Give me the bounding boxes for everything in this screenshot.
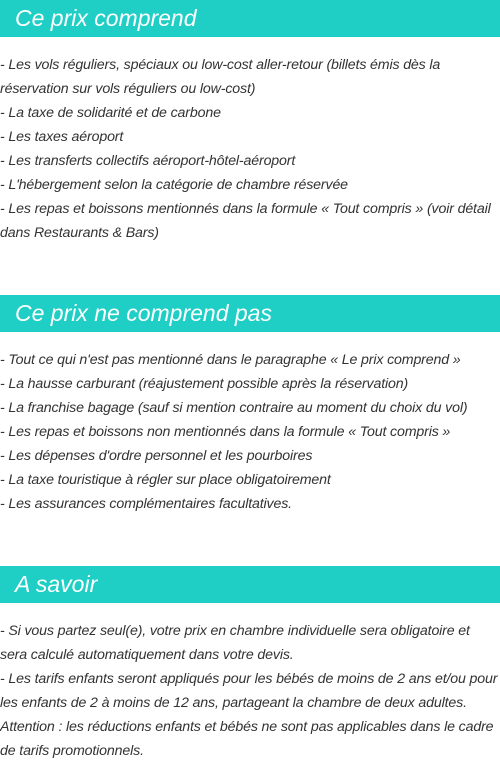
section-header <box>0 0 500 37</box>
section-header <box>0 295 500 332</box>
section-price-excludes <box>0 295 500 516</box>
section-body <box>0 348 500 516</box>
list-item: - Les transferts collectifs aéroport-hôtel-aéroport <box>0 153 296 169</box>
section-title: Ce prix comprend <box>15 5 197 31</box>
section-good-to-know <box>0 566 500 763</box>
list-item: - Si vous partez seul(e), votre prix en chambre individuelle sera obligatoire et sera calculé automatiquement dans votre devis. <box>0 623 470 663</box>
list-item: Attention : les réductions enfants et bébés ne sont pas applicables dans le cadre de tarifs promotionnels. <box>0 719 494 759</box>
section-title: Ce prix ne comprend pas <box>15 300 272 326</box>
list-item: - Les repas et boissons non mentionnés dans la formule « Tout compris » <box>0 424 451 440</box>
list-item: - Les tarifs enfants seront appliqués pour les bébés de moins de 2 ans et/ou pour les enfants de 2 à moins de 12 ans, partageant la chambre de deux adultes. <box>0 671 498 711</box>
list-item: - Tout ce qui n'est pas mentionné dans le paragraphe « Le prix comprend » <box>0 352 461 368</box>
list-item: - L'hébergement selon la catégorie de chambre réservée <box>0 177 348 193</box>
list-item: - Les assurances complémentaires facultatives. <box>0 496 292 512</box>
list-item: - La taxe touristique à régler sur place obligatoirement <box>0 472 331 488</box>
list-item: - La franchise bagage (sauf si mention contraire au moment du choix du vol) <box>0 400 468 416</box>
section-title: A savoir <box>15 571 98 597</box>
list-item: - La taxe de solidarité et de carbone <box>0 105 221 121</box>
section-header <box>0 566 500 603</box>
list-item: - La hausse carburant (réajustement possible après la réservation) <box>0 376 409 392</box>
section-body <box>0 53 500 245</box>
list-item: - Les dépenses d'ordre personnel et les pourboires <box>0 448 313 464</box>
list-item: - Les taxes aéroport <box>0 129 124 145</box>
section-body <box>0 619 500 763</box>
section-price-includes <box>0 0 500 245</box>
list-item: - Les vols réguliers, spéciaux ou low-cost aller-retour (billets émis dès la réservation sur vols réguliers ou low-cost) <box>0 57 441 97</box>
list-item: - Les repas et boissons mentionnés dans la formule « Tout compris » (voir détail dans Restaurants & Bars) <box>0 201 491 241</box>
